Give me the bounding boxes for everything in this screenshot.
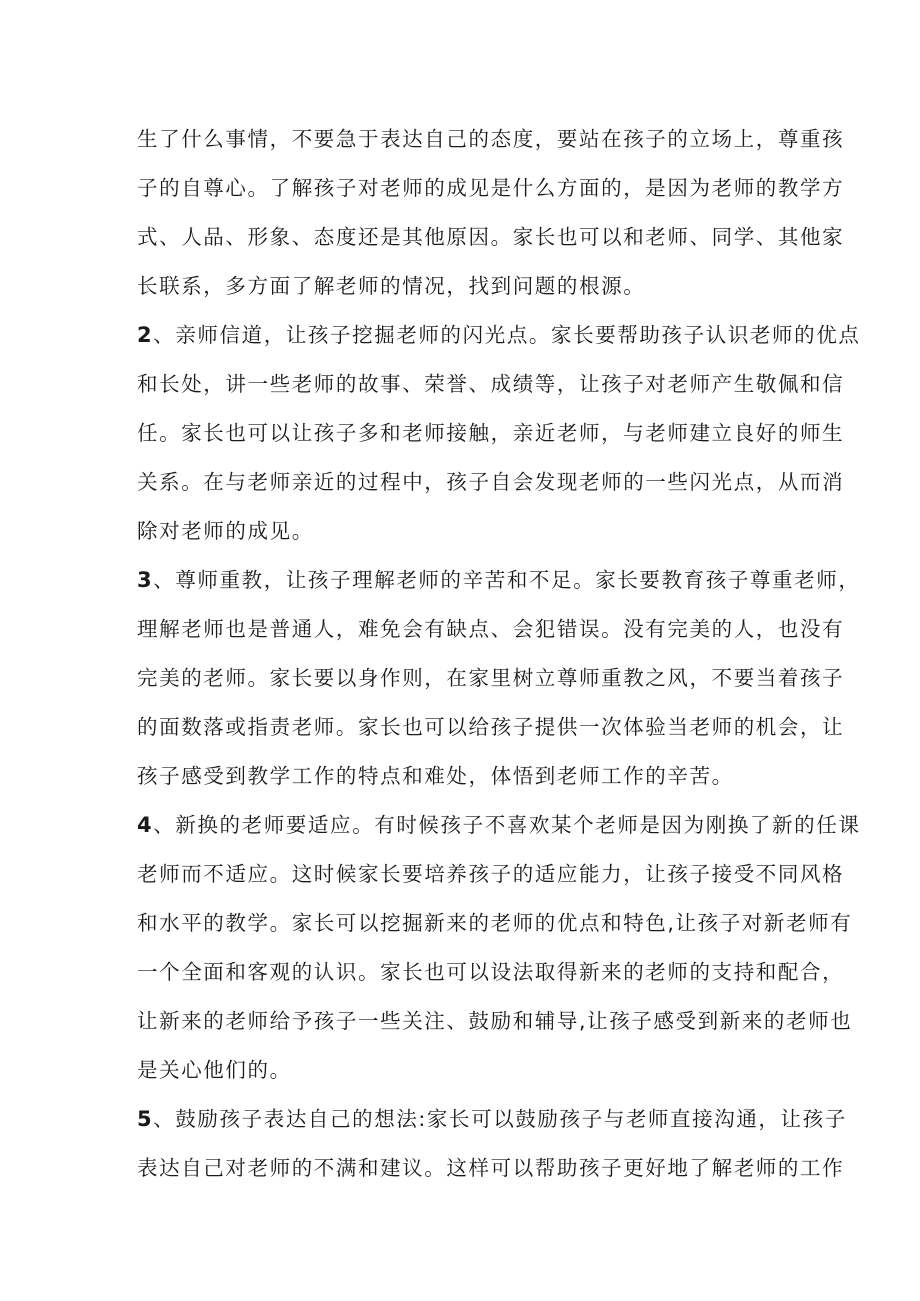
paragraph-3-line-1-text: 、尊师重教，让孩子理解老师的辛苦和不足。家长要教育孩子尊重老师，	[153, 568, 861, 592]
paragraph-3-number: 3	[137, 568, 154, 592]
paragraph-3-line-2: 理解老师也是普通人，难免会有缺点、会犯错误。没有完美的人，也没有	[137, 617, 845, 641]
paragraph-4-line-1-text: 、新换的老师要适应。有时候孩子不喜欢某个老师是因为刚换了新的任课	[153, 813, 861, 837]
paragraph-1-line-1: 生了什么事情，不要急于表达自己的态度，要站在孩子的立场上，尊重孩	[137, 127, 845, 151]
paragraph-3-line-1	[137, 565, 861, 595]
paragraph-2-line-1-text: 、亲师信道，让孩子挖掘老师的闪光点。家长要帮助孩子认识老师的优点	[153, 323, 861, 347]
paragraph-3-line-3: 完美的老师。家长要以身作则，在家里树立尊师重教之风，不要当着孩子	[137, 666, 845, 690]
paragraph-2-line-1	[137, 320, 861, 350]
paragraph-4-line-3: 和水平的教学。家长可以挖掘新来的老师的优点和特色,让孩子对新老师有	[137, 911, 853, 935]
paragraph-2-line-4: 关系。在与老师亲近的过程中，孩子自会发现老师的一些闪光点，从而消	[137, 470, 845, 494]
paragraph-4-line-6: 是关心他们的。	[137, 1058, 292, 1082]
paragraph-2-number: 2	[137, 323, 154, 347]
paragraph-4-line-5: 让新来的老师给予孩子一些关注、鼓励和辅导,让孩子感受到新来的老师也	[137, 1009, 853, 1033]
paragraph-2-line-5: 除对老师的成见。	[137, 519, 314, 543]
paragraph-1-line-3: 式、人品、形象、态度还是其他原因。家长也可以和老师、同学、其他家	[137, 225, 845, 249]
paragraph-1-line-4: 长联系，多方面了解老师的情况，找到问题的根源。	[137, 274, 646, 298]
paragraph-5-number: 5	[137, 1107, 154, 1131]
paragraph-4-line-4: 一个全面和客观的认识。家长也可以设法取得新来的老师的支持和配合，	[137, 960, 845, 984]
paragraph-2-line-2: 和长处，讲一些老师的故事、荣誉、成绩等，让孩子对老师产生敬佩和信	[137, 372, 845, 396]
paragraph-2-line-3: 任。家长也可以让孩子多和老师接触，亲近老师，与老师建立良好的师生	[137, 421, 845, 445]
paragraph-3-line-5: 孩子感受到教学工作的特点和难处，体悟到老师工作的辛苦。	[137, 764, 734, 788]
paragraph-4-number: 4	[137, 813, 154, 837]
paragraph-5-line-2: 表达自己对老师的不满和建议。这样可以帮助孩子更好地了解老师的工作	[137, 1156, 845, 1180]
paragraph-4-line-1	[137, 810, 861, 840]
paragraph-4-line-2: 老师而不适应。这时候家长要培养孩子的适应能力，让孩子接受不同风格	[137, 862, 845, 886]
paragraph-3-line-4: 的面数落或指责老师。家长也可以给孩子提供一次体验当老师的机会，让	[137, 715, 845, 739]
paragraph-5-line-1	[137, 1104, 847, 1134]
paragraph-5-line-1-text: 、鼓励孩子表达自己的想法:家长可以鼓励孩子与老师直接沟通，让孩子	[153, 1107, 847, 1131]
paragraph-1-line-2: 子的自尊心。了解孩子对老师的成见是什么方面的，是因为老师的教学方	[137, 176, 845, 200]
